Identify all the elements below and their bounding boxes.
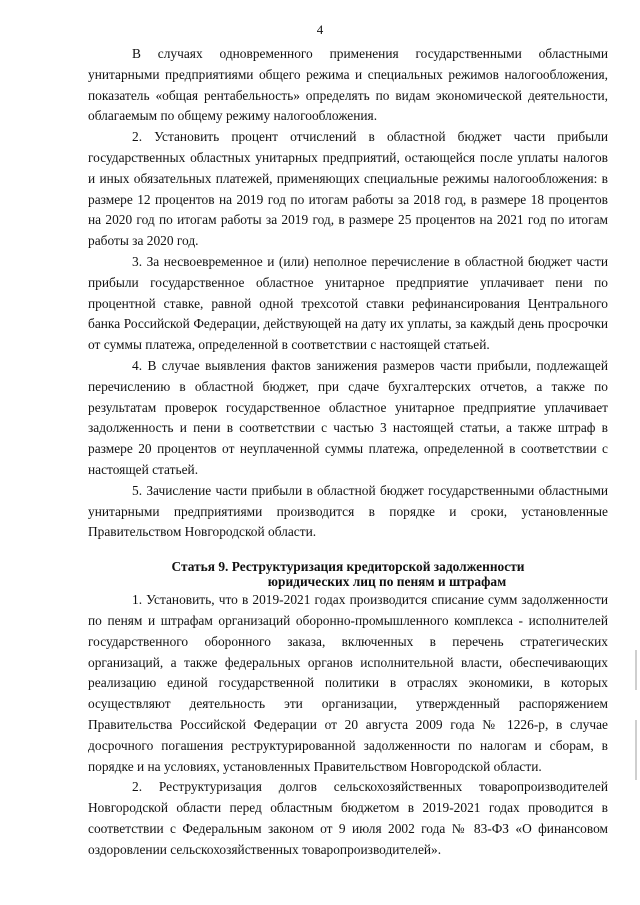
document-body [88,44,608,860]
paragraph-item-4: 4. В случае выявления фактов занижения размеров части прибыли, подлежащей перечислению в областной бюджет, при сдаче бухгалтерских отчетов, а также по результатам проверок государственное областное унитарное предприятие уплачивает задолженность и пени в соответствии с частью 3 настоящей статьи, а также штраф в размере 20 процентов от неуплаченной суммы платежа, определенной в соответствии с настоящей статьей. [88,357,608,477]
article-9-heading [88,559,608,589]
scan-margin-mark [635,650,637,690]
article-9-heading-line2: юридических лиц по пеням и штрафам [267,574,507,590]
article-9-paragraph-1: 1. Установить, что в 2019-2021 годах производится списание сумм задолженности по пеням и штрафам организаций оборонно-промышленного комплекса - исполнителей государственного оборонного заказа, включенных в перечень стратегических организаций, а также федеральных органов исполнительной власти, обеспечивающих реализацию единой государственной политики в отраслях экономики, в которых осуществляют деятельность эти организации, утвержденный распоряжением Правительства Российской Федерации от 20 августа 2009 года № 1226-р, в случае досрочного погашения реструктурированной задолженности по налогам и сборам, в порядке и на условиях, установленных Правительством Новгородской области. [88,592,608,774]
article-9-heading-line1: Статья 9. Реструктуризация кредиторской задолженности [171,559,525,575]
scan-margin-mark [635,720,637,780]
paragraph-item-3: 3. За несвоевременное и (или) неполное перечисление в областной бюджет части прибыли государственное областное унитарное предприятие уплачивает пени по процентной ставке, равной одной трехсотой ставки рефинансирования Центрального банка Российской Федерации, действующей на дату их уплаты, за каждый день просрочки от суммы платежа, определенной в соответствии с настоящей статьей. [88,253,608,353]
paragraph-item-5: 5. Зачисление части прибыли в областной бюджет государственными областными унитарными предприятиями производится в порядке и сроки, установленные Правительством Новгородской области. [88,482,608,540]
article-9-paragraph-2: 2. Реструктуризация долгов сельскохозяйственных товаропроизводителей Новгородской области перед областным бюджетом в 2019-2021 годах проводится в соответствии с Федеральным законом от 9 июля 2002 года № 83-ФЗ «О финансовом оздоровлении сельскохозяйственных товаропроизводителей». [88,779,608,857]
page-number: 4 [316,22,324,37]
paragraph-item-2: 2. Установить процент отчислений в областной бюджет части прибыли государственных областных унитарных предприятий, остающейся после уплаты налогов и иных обязательных платежей, применяющих специальные режимы налогообложения: в размере 12 процентов на 2019 год по итогам работы за 2018 год, в размере 18 процентов на 2020 год по итогам работы за 2019 год, в размере 25 процентов на 2021 год по итогам работы за 2020 год. [88,129,608,249]
paragraph-rentability: В случаях одновременного применения государственными областными унитарными предприятиями общего режима и специальных режимов налогообложения, показатель «общая рентабельность» определять по видам экономической деятельности, облагаемым по общему режиму налогообложения. [88,46,608,124]
